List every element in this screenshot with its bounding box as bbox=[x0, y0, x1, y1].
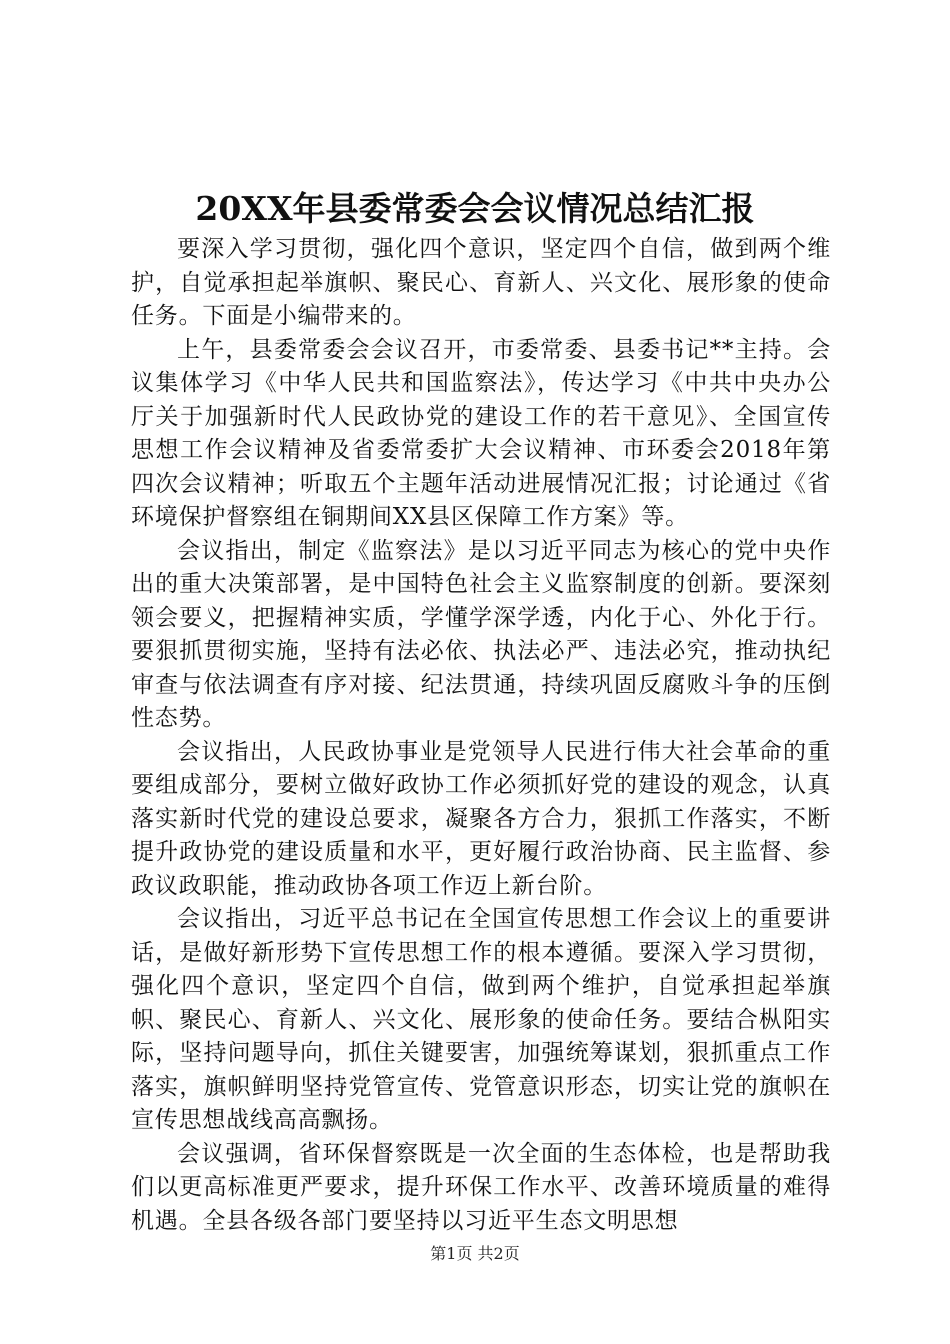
document-title: 20XX年县委常委会会议情况总结汇报 bbox=[195, 189, 755, 228]
paragraph-propaganda: 会议指出，习近平总书记在全国宣传思想工作会议上的重要讲话，是做好新形势下宣传思想工作的根本遵循。要深入学习贯彻，强化四个意识，坚定四个自信，做到两个维护，自觉承担起举旗帜、聚民心、育新人、兴文化、展形象的使命任务。要结合枞阳实际，坚持问题导向，抓住关键要害，加强统筹谋划，狠抓重点工作落实，旗帜鲜明坚持党管宣传、党管意识形态，切实让党的旗帜在宣传思想战线高高飘扬。 bbox=[131, 906, 831, 1133]
paragraph-meeting: 上午，县委常委会会议召开，市委常委、县委书记**主持。会议集体学习《中华人民共和国监察法》，传达学习《中共中央办公厅关于加强新时代人民政协党的建设工作的若干意见》、全国宣传思想工作会议精神及省委常委扩大会议精神、市环委会2018年第四次会议精神；听取五个主题年活动进展情况汇报；讨论通过《省环境保护督察组在铜期间XX县区保障工作方案》等。 bbox=[131, 336, 831, 530]
document-body bbox=[131, 233, 831, 1238]
paragraph-cppcc: 会议指出，人民政协事业是党领导人民进行伟大社会革命的重要组成部分，要树立做好政协工作必须抓好党的建设的观念，认真落实新时代党的建设总要求，凝聚各方合力，狠抓工作落实，不断提升政协党的建设质量和水平，更好履行政治协商、民主监督、参政议政职能，推动政协各项工作迈上新台阶。 bbox=[131, 738, 831, 899]
paragraph-intro: 要深入学习贯彻，强化四个意识，坚定四个自信，做到两个维护，自觉承担起举旗帜、聚民心、育新人、兴文化、展形象的使命任务。下面是小编带来的。 bbox=[131, 236, 831, 329]
paragraph-supervision-law: 会议指出，制定《监察法》是以习近平同志为核心的党中央作出的重大决策部署，是中国特色社会主义监察制度的创新。要深刻领会要义，把握精神实质，学懂学深学透，内化于心、外化于行。要狠抓贯彻实施，坚持有法必依、执法必严、违法必究，推动执纪审查与依法调查有序对接、纪法贯通，持续巩固反腐败斗争的压倒性态势。 bbox=[131, 537, 831, 731]
page-number-footer: 第1页 共2页 bbox=[430, 1244, 520, 1263]
paragraph-environment: 会议强调，省环保督察既是一次全面的生态体检，也是帮助我们以更高标准更严要求，提升环保工作水平、改善环境质量的难得机遇。全县各级各部门要坚持以习近平生态文明思想 bbox=[131, 1140, 831, 1234]
